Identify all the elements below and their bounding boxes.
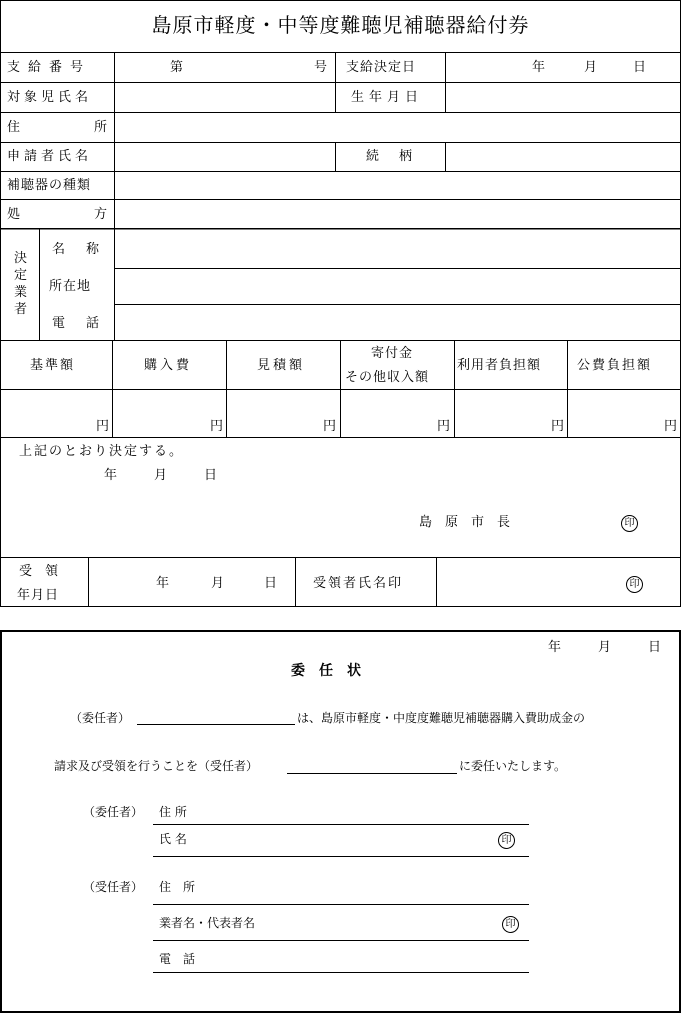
label-shoho-1: 処 (7, 207, 21, 222)
kettei-day: 日 (204, 468, 218, 483)
mayor-seal-icon: 印 (621, 515, 638, 532)
header-mitsumori: 見積額 (257, 358, 306, 373)
label-go: 号 (314, 60, 328, 75)
kettei-month: 月 (154, 468, 168, 483)
label-shikyu-bango: 支給番号 (7, 60, 92, 75)
proxy-line2-prefix: 請求及び受領を行うことを（受任者） (54, 759, 259, 773)
juryo-day: 日 (264, 576, 278, 591)
header-kifukin: 寄付金 (371, 346, 414, 361)
label-shinseisha: 申請者氏名 (7, 149, 93, 164)
date-month: 月 (584, 60, 598, 75)
inin-seal-icon: 印 (498, 832, 515, 849)
kettei-year: 年 (104, 468, 118, 483)
header-sonota: その他収入額 (345, 370, 430, 385)
label-hochoki-shurui: 補聴器の種類 (7, 178, 92, 193)
label-juryo-1: 受 領 (19, 564, 59, 579)
proxy-line2-suffix: に委任いたします。 (459, 759, 567, 773)
yen-4: 円 (437, 419, 451, 434)
header-kohi-futan: 公費負担額 (577, 358, 653, 373)
junin-gyosha: 業者名・代表者名 (159, 916, 256, 930)
label-denwa-2: 話 (86, 316, 100, 331)
junin-denwa: 電 話 (159, 952, 196, 966)
label-meisho-1: 名 (52, 242, 66, 257)
header-kijungaku: 基準額 (30, 358, 76, 373)
inin-jusho: 住 所 (159, 805, 187, 819)
label-denwa-1: 電 (52, 316, 66, 331)
header-konyuhi: 購入費 (144, 358, 193, 373)
label-taisho-jidou: 対象児氏名 (7, 90, 93, 105)
inin-shimei: 氏 名 (159, 832, 187, 846)
label-jusho-1: 住 (7, 120, 21, 135)
voucher-title: 島原市軽度・中等度難聴児補聴器給付券 (151, 13, 530, 37)
date-day: 日 (633, 60, 647, 75)
inin-label: （委任者） (83, 805, 144, 819)
yen-3: 円 (323, 419, 337, 434)
yen-1: 円 (96, 419, 110, 434)
label-zokugara-1: 続 (366, 149, 380, 164)
proxy-line1-prefix: （委任者） (70, 711, 131, 725)
label-meisho-2: 称 (86, 242, 100, 257)
juryo-month: 月 (211, 576, 225, 591)
label-shozaichi: 所在地 (49, 279, 92, 294)
header-riyosha-futan: 利用者負担額 (457, 358, 542, 373)
proxy-year: 年 (548, 640, 562, 655)
label-juryo-2: 年月日 (17, 588, 60, 603)
yen-5: 円 (551, 419, 565, 434)
receipt-seal-icon: 印 (626, 576, 643, 593)
yen-2: 円 (210, 419, 224, 434)
proxy-form (0, 631, 681, 1013)
date-year: 年 (532, 60, 546, 75)
label-shoho-2: 方 (94, 207, 108, 222)
proxy-month: 月 (598, 640, 612, 655)
label-seinengappi: 生年月日 (351, 90, 424, 105)
proxy-title: 委 任 状 (291, 663, 361, 679)
label-kettei-gyosha: 決定業者 (14, 251, 28, 317)
proxy-line1-suffix: は、島原市軽度・中度度難聴児補聴器購入費助成金の (297, 711, 586, 725)
label-shikyu-kettei-bi: 支給決定日 (346, 60, 417, 75)
label-zokugara-2: 柄 (399, 149, 413, 164)
junin-label: （受任者） (83, 880, 144, 894)
mayor-label: 島 原 市 長 (419, 515, 511, 530)
kettei-text: 上記のとおり決定する。 (19, 444, 185, 459)
yen-6: 円 (664, 419, 678, 434)
label-dai: 第 (170, 60, 184, 75)
label-juryosha: 受領者氏名印 (313, 576, 404, 591)
juryo-year: 年 (156, 576, 170, 591)
label-jusho-2: 所 (94, 120, 108, 135)
proxy-day: 日 (648, 640, 662, 655)
junin-jusho: 住 所 (159, 880, 196, 894)
junin-seal-icon: 印 (502, 916, 519, 933)
